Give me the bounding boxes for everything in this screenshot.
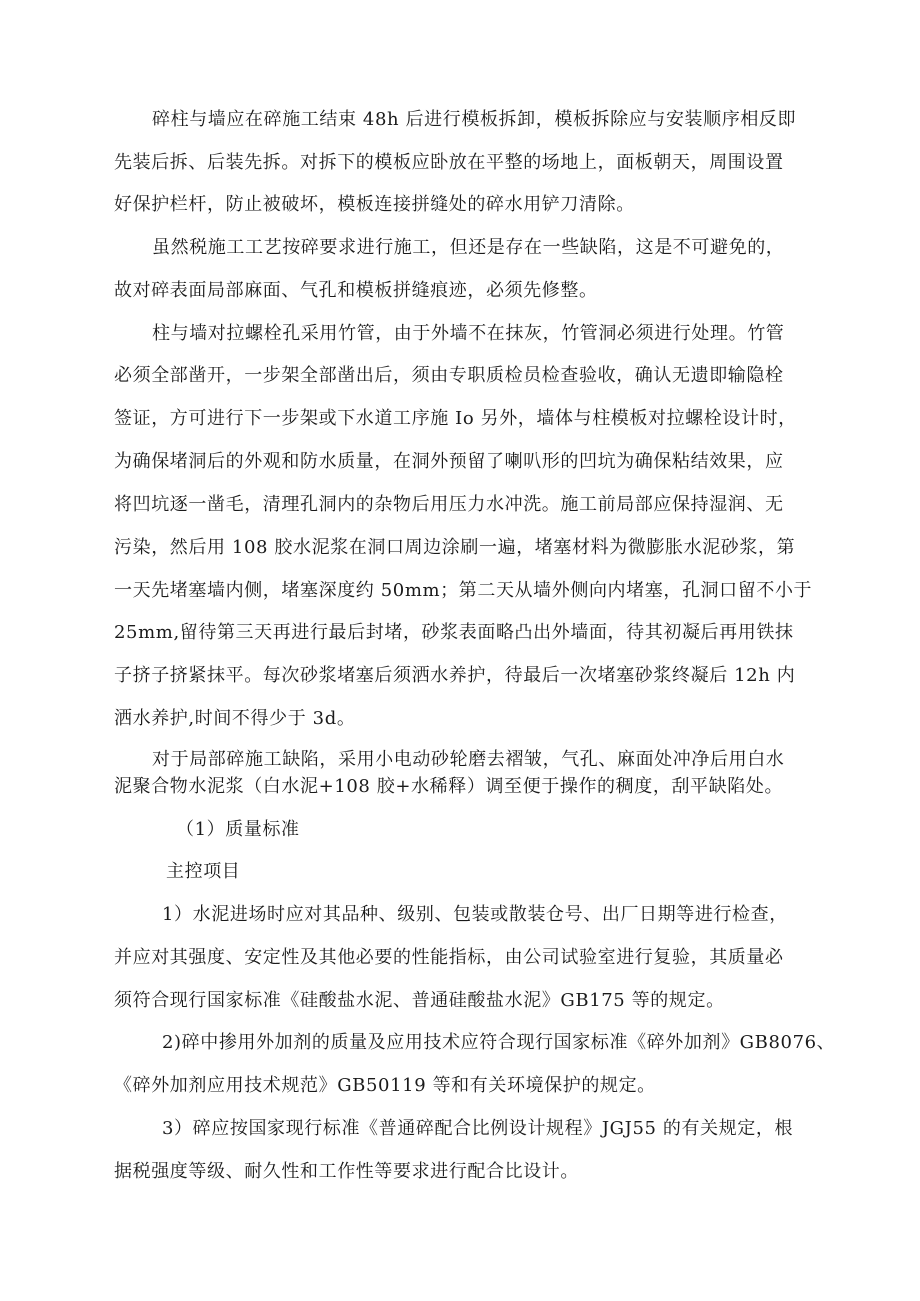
text-line: 对于局部碎施工缺陷，采用小电动砂轮磨去褶皱，气孔、麻面处冲净后用白水	[152, 749, 785, 770]
text-line: 《碎外加剂应用技术规范》GB50119 等和有关环境保护的规定。	[114, 1075, 656, 1096]
text-line: 洒水养护,时间不得少于 3d。	[114, 708, 356, 729]
text-line: 一天先堵塞墙内侧，堵塞深度约 50mm；第二天从墙外侧向内堵塞，孔洞口留不小于	[114, 580, 813, 601]
text-line: 好保护栏杆，防止被破坏，模板连接拼缝处的碎水用铲刀清除。	[114, 194, 635, 215]
text-line: 碎柱与墙应在碎施工结束 48h 后进行模板拆卸，模板拆除应与安装顺序相反即	[152, 109, 797, 130]
text-line: 虽然税施工工艺按碎要求进行施工，但还是存在一些缺陷，这是不可避免的，	[152, 237, 785, 258]
text-line: 25mm,留待第三天再进行最后封堵，砂浆表面略凸出外墙面，待其初凝后再用铁抹	[114, 622, 794, 643]
text-line: 先装后拆、后装先拆。对拆下的模板应卧放在平整的场地上，面板朝天，周围设置	[114, 152, 784, 173]
text-line: 故对碎表面局部麻面、气孔和模板拼缝痕迹，必须先修整。	[114, 280, 598, 301]
subsection-heading: 主控项目	[166, 861, 241, 882]
text-line: 签证，方可进行下一步架或下水道工序施 Io 另外，墙体与柱模板对拉螺栓设计时，	[114, 408, 797, 429]
section-heading: （1）质量标准	[176, 819, 300, 840]
text-line: 柱与墙对拉螺栓孔采用竹管，由于外墙不在抹灰，竹管洞必须进行处理。竹管	[152, 323, 785, 344]
text-line: 泥聚合物水泥浆（白水泥+108 胶+水稀释）调至便于操作的稠度，刮平缺陷处。	[114, 776, 784, 797]
text-line: 3）碎应按国家现行标准《普通碎配合比例设计规程》JGJ55 的有关规定，根	[162, 1118, 794, 1139]
text-line: 必须全部凿开，一步架全部凿出后，须由专职质检员检查验收，确认无遗即输隐栓	[114, 365, 784, 386]
text-line: 2)碎中掺用外加剂的质量及应用技术应符合现行国家标准《碎外加剂》GB8076、	[162, 1032, 836, 1053]
text-line: 子挤子挤紧抹平。每次砂浆堵塞后须洒水养护，待最后一次堵塞砂浆终凝后 12h 内	[114, 665, 796, 686]
text-line: 1）水泥进场时应对其品种、级别、包装或散装仓号、出厂日期等进行检查，	[162, 904, 788, 925]
text-line: 据税强度等级、耐久性和工作性等要求进行配合比设计。	[114, 1161, 579, 1182]
text-line: 污染，然后用 108 胶水泥浆在洞口周边涂刷一遍，堵塞材料为微膨胀水泥砂浆，第	[114, 537, 796, 558]
text-line: 并应对其强度、安定性及其他必要的性能指标，由公司试验室进行复验，其质量必	[114, 947, 784, 968]
text-line: 须符合现行国家标准《硅酸盐水泥、普通硅酸盐水泥》GB175 等的规定。	[114, 990, 725, 1011]
text-line: 将凹坑逐一凿毛，清理孔洞内的杂物后用压力水冲洗。施工前局部应保持湿润、无	[114, 494, 784, 515]
text-line: 为确保堵洞后的外观和防水质量，在洞外预留了喇叭形的凹坑为确保粘结效果，应	[114, 451, 784, 472]
